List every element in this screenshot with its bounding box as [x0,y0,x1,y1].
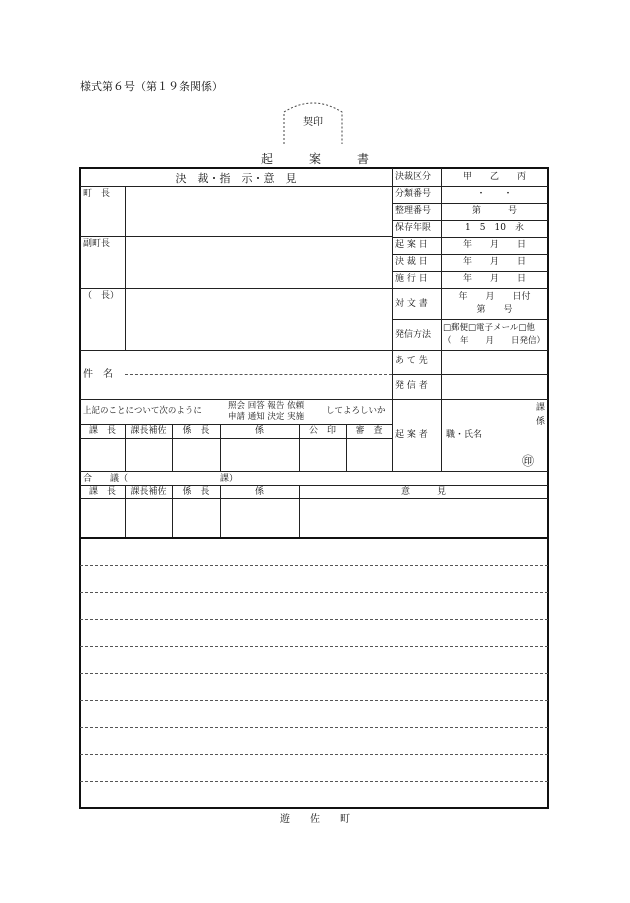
sender-label: 発 信 者 [395,381,428,391]
class-number-label: 分類番号 [395,189,432,199]
request-options-1: 照会 回答 報告 依頼 [228,401,305,411]
approval-col-staff: 係 [254,426,264,436]
drafter-label: 起 案 者 [395,430,428,440]
row-label-deputy-mayor: 副町長 [83,239,111,249]
ref-doc-date: 年 月 日付 [458,292,531,302]
draft-date-value: 年 月 日 [462,240,526,250]
retention-label: 保存年限 [395,223,432,233]
draft-date-label: 起 案 日 [395,240,428,250]
approval-col-official-seal: 公 印 [308,426,336,436]
consult-col-staff: 係 [254,487,264,497]
subject-label: 件 名 [83,369,113,380]
addressee-label: あ て 先 [395,356,428,366]
enforce-date-label: 施 行 日 [395,274,428,284]
request-prefix: 上記のことについて次のように [83,406,202,416]
page-title: 起 案 書 [260,152,369,166]
ref-doc-label: 対 文 書 [395,299,428,309]
decision-date-value: 年 月 日 [462,257,526,267]
decision-class-value: 甲 乙 丙 [462,172,526,182]
row-label-mayor: 町 長 [83,189,111,199]
tally-seal-label: 契印 [303,117,323,128]
request-options-2: 申請 通知 決定 実施 [228,412,305,422]
consult-col-assistant-chief: 課長補佐 [130,487,167,497]
decision-date-label: 決 裁 日 [395,257,428,267]
decision-class-label: 決裁区分 [395,172,432,182]
request-suffix: してよろしいか [326,406,386,416]
ref-doc-number: 第 号 [476,305,513,315]
class-number-value: ・ ・ [476,189,513,199]
approval-col-section-chief: 課 長 [88,426,116,436]
retention-value: 1 5 10 永 [465,223,524,233]
send-method-label: 発信方法 [395,330,432,340]
consult-label: 合 議（ [83,474,129,484]
drafter-name-label: 職・氏名 [446,430,483,440]
file-number-label: 整理番号 [395,206,432,216]
approval-col-assistant-chief: 課長補佐 [130,426,167,436]
form-number: 様式第６号（第１９条関係） [80,80,223,93]
drafter-section: 係 [536,417,546,427]
send-method-date: （ 年 月 日発信） [443,336,546,346]
drafter-dept: 課 [536,403,546,413]
consult-col-opinion: 意 見 [400,487,446,497]
decision-header: 決 裁・指 示・意 見 [175,172,297,185]
consult-col-section-chief: 課 長 [88,487,116,497]
consult-suffix: 課） [220,474,239,484]
send-method-options: □郵便□電子メール□他 [443,323,535,333]
enforce-date-value: 年 月 日 [462,274,526,284]
approval-col-review: 審 査 [355,426,383,436]
approval-col-unit-chief: 係 長 [182,426,210,436]
seal-mark: ㊞ [522,454,535,468]
row-label-chief: （ 長） [83,291,120,301]
footer-town: 遊 佐 町 [280,814,350,825]
consult-col-unit-chief: 係 長 [182,487,210,497]
file-number-value: 第 号 [471,206,517,216]
